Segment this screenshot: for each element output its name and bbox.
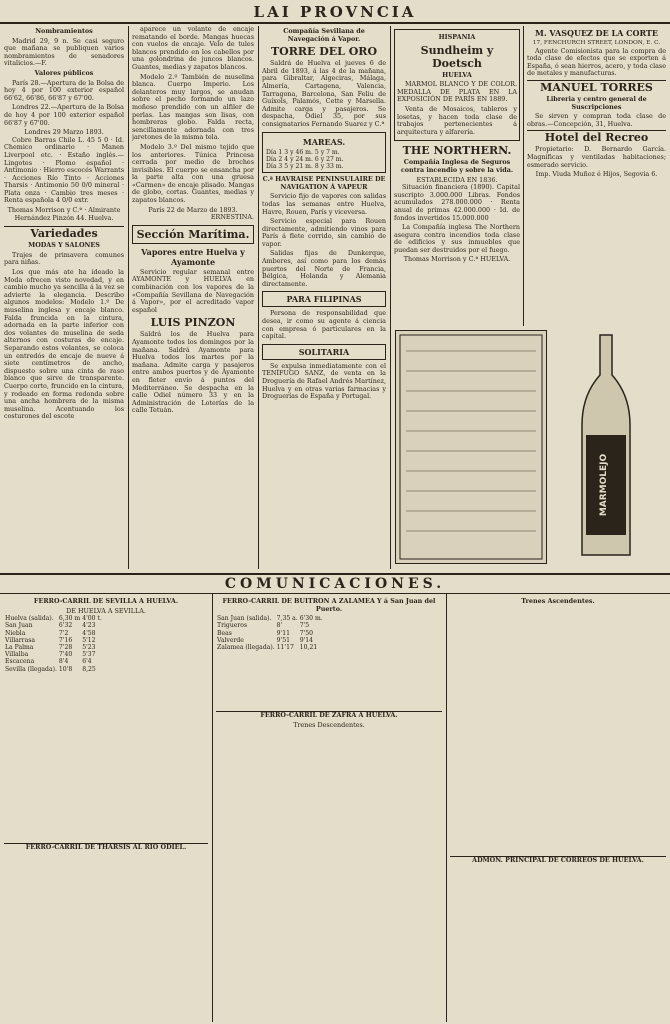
shipping-paragraph: Saldrá los de Huelva para Ayamonte todos los domingos por la mañana. Saldrá Ayamonte para Huelva todos los martes por la mañana. Admite carga y pasajeros entre ambos puertos y de Ayamonte en fleter envío á puntos del Mediterráneo. Se despacha en la calle Odiel número 33 y en la Administración de Loterías de la calle Tetuán. bbox=[132, 330, 254, 415]
heading-solitaria: SOLITARIA bbox=[262, 344, 386, 360]
bottle-illustration bbox=[552, 325, 660, 565]
company-name: Sundheim y Doetsch bbox=[420, 43, 494, 70]
library-subtitle: Libreria y centro general de Suscripciones bbox=[546, 94, 647, 111]
table-row: Día 2 4 y 24 m. 6 y 27 m. bbox=[266, 155, 344, 163]
bottle-icon bbox=[552, 325, 660, 565]
communications-title: COMUNICACIONES. bbox=[224, 576, 446, 592]
fashion-signature: ERNESTINA. bbox=[210, 213, 254, 222]
newspaper-title: LAI PROVNCIA bbox=[253, 3, 417, 21]
ship-name: LUIS PINZON bbox=[150, 316, 236, 330]
table-row: Villalba 7'40 5'37 bbox=[5, 651, 96, 659]
rail-subtitle: DE HUELVA A SEVILLA. bbox=[66, 606, 146, 615]
shipping-paragraph: Saldrá de Huelva el jueves 6 de Abril de 1893, á las 4 de la mañana, para Gibraltar, Algeciras, Málaga, Almería, Cartagena, Valencia, Tarragona, Barcelona, San Feliu de Guíxols, Palamós, Cette y Marsella. Admite carga y pasajeros. Se despacha, Odiel 35, por sus consignatarios Fernando Suarez y C.ª bbox=[262, 59, 386, 128]
column-agents bbox=[527, 26, 666, 326]
fashion-paragraph: Los que más ate ha ideado la Moda ofrecen visto novedad, y en cambio mucho ya sencilla á la vez se advierte la elegancia. Describo algunos modelos: Modelo 1.º De muselina inglesa y encaje blanco. Falda fruncida en la cintura, adornada en la parte inferior con dos volantes de muselina de seda alternos con costuras de encaje. Separando estos volantes, se coloca un entredós de encaje de nueve á siete centímetros de ancho, dispuesto sobre una cinta de raso blanco que sirve de transparente. Cuerpo corto, fruncido en la cintura, y rodeado en forma redonda sobre una ancha hombrera de la misma muselina. Acentuando los costurones del escote bbox=[4, 268, 124, 421]
heading-northern: THE NORTHERN. bbox=[402, 144, 512, 158]
fashion-paragraph: Trajes de primavera comunes para niñas. bbox=[4, 250, 124, 267]
heading-manuel-torres: MANUEL TORRES bbox=[527, 80, 666, 94]
company-city: HUELVA bbox=[442, 70, 472, 79]
table-row: Villarrasa 7'16 5'12 bbox=[5, 636, 96, 644]
timetable bbox=[4, 615, 103, 673]
illustrated-advertisement bbox=[395, 330, 547, 564]
table-row: Escacena 8'4 6'4 bbox=[5, 658, 92, 666]
rail-title: FERRO-CARRIL DE ZAFRA A HUELVA. bbox=[216, 711, 442, 720]
news-paragraph: París 28.—Apertura de la Bolsa de hoy 4 por 100 exterior español 66'62, 66'86, 66'87 y 67'00. bbox=[4, 78, 124, 102]
tides-table bbox=[265, 149, 345, 171]
column-news bbox=[4, 26, 124, 569]
bottle-label: MARMOLEJO bbox=[599, 453, 609, 517]
fashion-paragraph: Modelo 2.º También de muselina blanca. Cuerpo Imperio. Los delanteros muy largos, se anudan sobre el pecho formando un lazo moñoso prendido con un alfiler de perlas. Las mangas son lisas, con hombreras globo. Falda recta, sencillamente adornada con tres jaretones de la misma tela. bbox=[132, 72, 254, 142]
ad-paragraph: MARMOL BLANCO Y DE COLOR. MEDALLA DE PLATA EN LA EXPOSICIÓN DE PARÍS EN 1889. bbox=[397, 80, 517, 104]
column-fashion-maritime bbox=[132, 26, 254, 569]
heading-mareas: MAREAS. bbox=[302, 136, 346, 147]
heading-filipinas: PARA FILIPINAS bbox=[262, 291, 386, 307]
column-rule bbox=[258, 26, 259, 569]
heading-havraise: C.ª HAVRAISE PENINSULAIRE DE NAVIGATION Á VAPEUR bbox=[262, 175, 386, 191]
table-row: San Juan 6'32 4'23 bbox=[5, 622, 96, 630]
ad-paragraph: Propietario: D. Bernardo García. Magníficas y ventiladas habitaciones; esmerado servicio. bbox=[527, 145, 666, 169]
fashion-date: París 22 de Marzo de 1893. bbox=[148, 205, 238, 214]
news-paragraph: Madrid 29, 9 n. Se casi seguro que mañana se publiquen varios nombramientos de senadores vitalicios.—F. bbox=[4, 36, 124, 68]
rail-title: FERRO-CARRIL DE BUITRON A ZALAMEA Y á San Juan del Puerto. bbox=[222, 597, 436, 613]
column-rule bbox=[523, 26, 524, 326]
column-shipping-ads bbox=[262, 26, 386, 569]
heading-compania-sevillana: Compañía Sevillana de Navegación á Vapor. bbox=[283, 27, 365, 43]
shipping-paragraph: Servicio fijo de vapores con salidas todas las semanas entre Huelva, Havre, Rouen, París y viceversa. bbox=[262, 192, 386, 216]
heading-vasquez: M. VASQUEZ DE LA CORTE bbox=[535, 28, 658, 38]
heading-valores: Valores públicos bbox=[34, 68, 94, 77]
table-row: Niebla 7'2 4'58 bbox=[5, 629, 96, 637]
table-row: San Juan (salida). 7,35 a. 6'30 m. bbox=[217, 615, 323, 623]
table-row: Beas 9'11 7'50 bbox=[217, 629, 314, 637]
fashion-paragraph: aparece un volante de encaje rematando el borde. Mangas huecas con vuelos de encaje. Velo de tules blancos prendido en los cabellos por una golondrina de juncos blancos. Guantes, medias y zapatos blancos. bbox=[132, 26, 254, 71]
heading-vapores: Vapores entre Huelva y Ayamonte bbox=[141, 246, 245, 267]
rail-title: FERRO-CARRIL DE THARSIS AL RIO ODIEL. bbox=[4, 843, 208, 852]
insurance-paragraph: Situación financiera (1890). Capital suscripto 3.000.000 Libras. Fondos acumulados 278.000.000 · Renta anual de primas 42.000.000 · Id. de fondos invertidos 15.000.000 bbox=[394, 183, 520, 222]
heading-seccion-maritima: Sección Marítima. bbox=[132, 225, 254, 244]
column-insurance bbox=[394, 26, 520, 326]
shipping-paragraph: Servicio regular semanal entre AYAMONTE y HUELVA en combinación con los vapores de la «Compañía Sevillana de Navegación á Vapor», por el acreditado vapor español bbox=[132, 267, 254, 314]
column-rule bbox=[212, 594, 213, 1022]
table-row: La Palma 7'28 5'23 bbox=[5, 644, 96, 651]
railway-sevilla-huelva bbox=[4, 596, 208, 1022]
market-date: Londres 29 Marzo 1893. bbox=[24, 128, 104, 137]
news-paragraph: Londres 22.—Apertura de la Bolsa de hoy 4 por 100 exterior español 66'87 y 67'00. bbox=[4, 103, 124, 127]
railway-buitron-zalamea bbox=[216, 596, 442, 1022]
tides-box bbox=[262, 132, 386, 174]
heading-variedades: Variedades bbox=[4, 226, 124, 240]
heading-hotel-recreo: Hotel del Recreo bbox=[527, 130, 666, 144]
engraving-illustration bbox=[396, 331, 546, 563]
column-rule bbox=[128, 26, 129, 569]
table-row: Trigueros 8' 7'5 bbox=[217, 622, 310, 630]
marble-ad bbox=[394, 29, 520, 141]
ad-paragraph: Se sirven y compran toda clase de obras.—Concepción, 31, Huelva. bbox=[527, 112, 666, 128]
ad-paragraph: Persona de responsabilidad que desea, ir como su agente á ciencia con empresa ó particulares en la capital. bbox=[262, 309, 386, 341]
rail-title: FERRO-CARRIL DE SEVILLA A HUELVA. bbox=[33, 597, 179, 605]
northern-established: ESTABLECIDA EN 1836. bbox=[416, 175, 498, 184]
heading-nombramientos: Nombramientos bbox=[35, 27, 93, 35]
communications-banner bbox=[0, 573, 670, 594]
shipping-paragraph: Salidas fijas de Dunkerque, Amberes, así como para los demás puertos del Norte de Francia, Bélgica, Holanda y Alemania directamente. bbox=[262, 249, 386, 288]
market-prices: Cobre Barras Chile L. 45 5 0 · Id. Chemico ordinario · Manen Liverpool etc. · Estaño inglés.—Lingotes · Plomo español · Antimonio · Hierro escocés Warrants · Acciones Río Tinto · Acciones Tharsis · Antimonio 50 0/0 mineral · Plata onza · Cambio tres meses · Renta española 4 0/0 extr. bbox=[4, 135, 124, 205]
table-row: Zalamea (llegada). 11'17 10,21 bbox=[217, 644, 318, 651]
ship-name-torre: TORRE DEL ORO bbox=[270, 45, 378, 59]
table-row: Día 3 5 y 21 m. 8 y 33 m. bbox=[266, 162, 344, 170]
market-signature: Thomas Morrison y C.ª · Almirante Hernández Pinzón 44. Huelva. bbox=[7, 206, 121, 222]
heading-hispania: HISPANIA bbox=[438, 33, 476, 41]
column-rule bbox=[446, 594, 447, 1022]
fashion-paragraph: Modelo 3.º Del mismo tejido que los anteriores. Túnica Princesa cerrada por medio de broches invisibles. El cuerpo se ensancha por la parte alta con una gruesa «Carmen» de encaje plisado. Mangas de globo, cortas. Guantes, medias y zapatos blancos. bbox=[132, 142, 254, 205]
table-row: Día 1 3 y 46 m. 5 y 7 m. bbox=[266, 148, 340, 156]
printer-imprint: Imp. Viuda Muñoz é Hijos, Segovia 6. bbox=[535, 170, 658, 179]
ad-paragraph: Agente Comisionista para la compra de toda clase de efectos que se exporten á España, ó sean hierros, acero, y toda clase de metales y manufacturas. bbox=[527, 46, 666, 78]
post-office-title: ADMON. PRINCIPAL DE CORREOS DE HUELVA. bbox=[450, 856, 666, 865]
rail-subtitle: Trenes Descendentes. bbox=[293, 720, 365, 729]
insurance-signature: Thomas Morrison y C.ª HUELVA. bbox=[403, 255, 511, 264]
table-row: Huelva (salida). 6,30 m 4'00 t. bbox=[5, 615, 102, 623]
insurance-paragraph: La Compañía inglesa The Northern asegura contra incendios toda clase de edificios y sus inmuebles que puedan ser destruidos por el fuego. bbox=[394, 223, 520, 254]
northern-subtitle: Compañía Inglesa de Seguros contra incendio y sobre la vida. bbox=[400, 158, 514, 174]
vasquez-address: 17, FENCHURCH STREET, LONDON, E. C. bbox=[532, 40, 661, 46]
ad-paragraph: Se expulsa inmediatamente con el TENÍFUGO SANZ, de venta en la Droguería de Rafael Andrés Martínez, Huelva y en otras varias farmacias y Droguerías de España y Portugal. bbox=[262, 361, 386, 401]
railway-ascendentes bbox=[450, 596, 666, 1022]
masthead bbox=[0, 0, 670, 24]
column-rule bbox=[390, 26, 391, 569]
table-row: Valverde 9'51 9'14 bbox=[217, 636, 314, 644]
ad-paragraph: Venta de Mosaicos, tableros y losetas, y hacen toda clase de trabajos pertenecientes á arquitectura y alfarería. bbox=[397, 104, 517, 136]
heading-modas: MODAS Y SALONES bbox=[28, 241, 100, 250]
table-row: Sevilla (llegada). 10'8 8,25 bbox=[5, 665, 96, 673]
shipping-paragraph: Servicio especial para Rouen directamente, admitiendo vinos para París á flete corrido, sin cambio de vapor. bbox=[262, 217, 386, 248]
rail-title: Trenes Ascendentes. bbox=[521, 597, 595, 605]
timetable bbox=[216, 615, 324, 651]
